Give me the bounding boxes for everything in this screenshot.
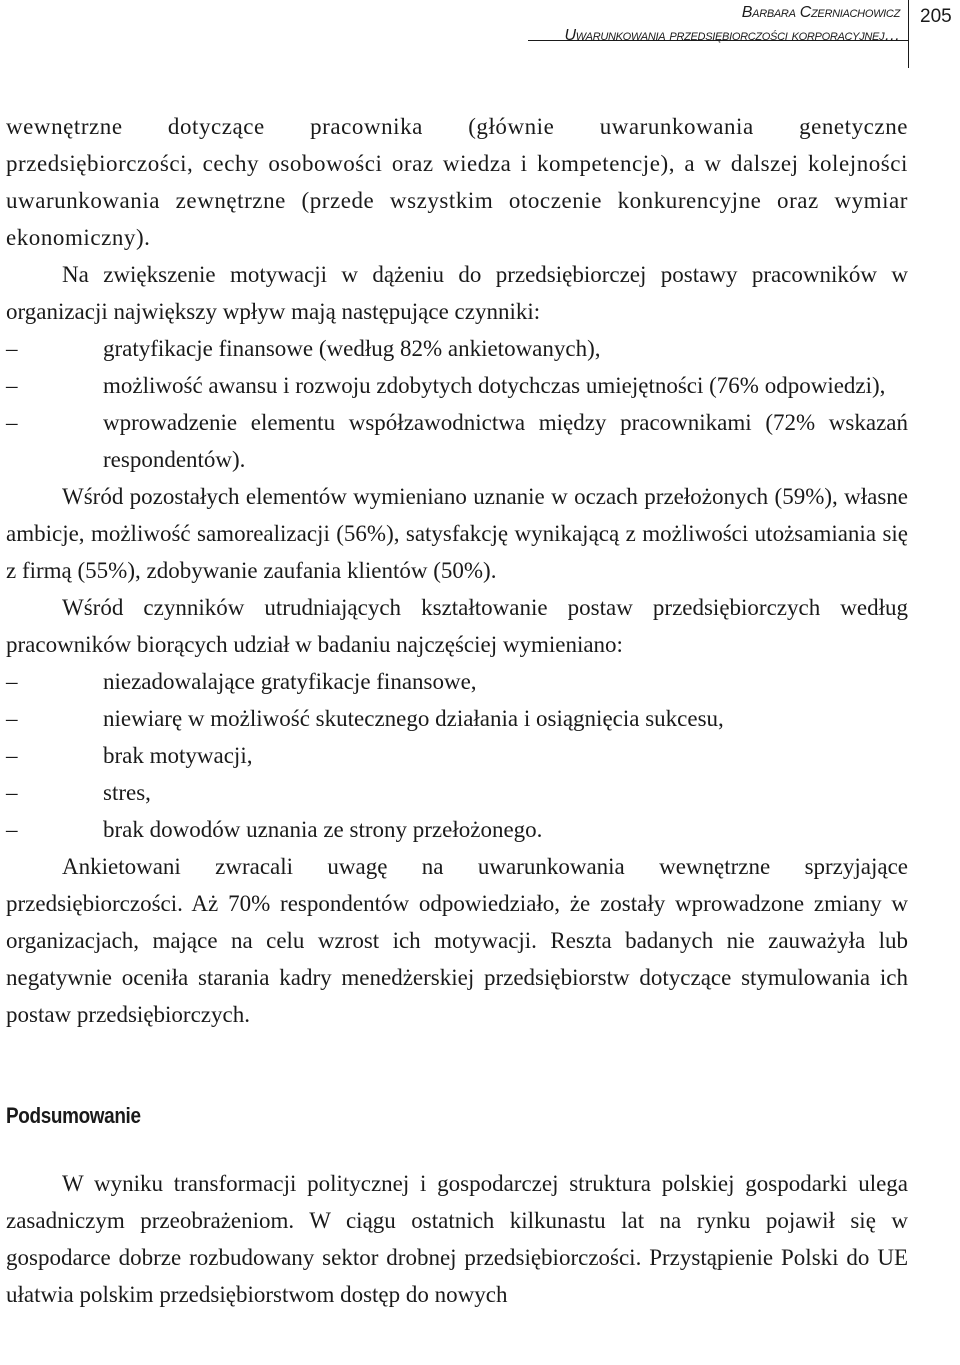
dash-marker: – [6,817,18,842]
page-number: 205 [920,6,952,27]
list-item [6,737,908,774]
dash-marker: – [6,336,18,361]
paragraph-summary: W wyniku transformacji politycznej i gospodarczej struktura polskiej gospodarki ulega zasadniczym przeobrażeniom. W ciągu ostatnich kilkunastu lat na rynku pojawił się w gospodarce dobrze rozbudowany sektor drobnej przedsiębiorczości. Przystąpienie Polski do UE ułatwia polskim przedsiębiorstwom dostęp do nowych [6,1171,908,1307]
list-item-text: niezadowalające gratyfikacje finansowe, [103,669,477,694]
motivation-factors-list [6,330,908,478]
list-item-text: stres, [103,780,151,805]
dash-marker: – [6,743,18,768]
paragraph-obstacles: Wśród czynników utrudniających kształtowanie postaw przedsiębiorczych według pracowników biorących udział w badaniu najczęściej wymieniano: [6,595,908,657]
list-item-text: wprowadzenie elementu współzawodnictwa między pracownikami (72% wskazań respondentów). [103,410,908,472]
header-rule [528,40,908,41]
list-item-text: brak dowodów uznania ze strony przełożonego. [103,817,543,842]
list-item [6,330,908,367]
list-item-text: brak motywacji, [103,743,253,768]
dash-marker: – [6,669,18,694]
list-item [6,700,908,737]
header-title: Uwarunkowania przedsiębiorczości korporacyjnej… [564,27,900,44]
list-item-text: niewiarę w możliwość skutecznego działania i osiągnięcia sukcesu, [103,706,724,731]
list-item [6,367,908,404]
list-item [6,774,908,811]
list-item [6,663,908,700]
paragraph-other-elements: Wśród pozostałych elementów wymieniano uznanie w oczach przełożonych (59%), własne ambicje, możliwość samorealizacji (56%), satysfakcję wynikającą z możliwości utożsamiania się z firmą (55%), zdobywanie zaufania klientów (50%). [6,484,908,583]
running-header [0,0,960,68]
list-item-text: możliwość awansu i rozwoju zdobytych dotychczas umiejętności (76% odpowiedzi), [103,373,886,398]
list-item [6,404,908,478]
list-item-text: gratyfikacje finansowe (według 82% ankietowanych), [103,336,601,361]
dash-marker: – [6,780,18,805]
list-item [6,811,908,848]
paragraph-motivation: Na zwiększenie motywacji w dążeniu do przedsiębiorczej postawy pracowników w organizacji największy wpływ mają następujące czynniki: [6,262,908,324]
page-body [6,108,908,1313]
paragraph-intro: wewnętrzne dotyczące pracownika (głównie uwarunkowania genetyczne przedsiębiorczości, cechy osobowości oraz wiedza i kompetencje), a w dalszej kolejności uwarunkowania zewnętrzne (przede wszystkim otoczenie konkurencyjne oraz wymiar ekonomiczny). [6,114,908,250]
paragraph-respondents: Ankietowani zwracali uwagę na uwarunkowania wewnętrzne sprzyjające przedsiębiorczości. Aż 70% respondentów odpowiedziało, że zostały wprowadzone zmiany w organizacjach, mające na celu wzrost ich motywacji. Reszta badanych nie zauważyła lub negatywnie oceniła starania kadry menedżerskiej przedsiębiorstw dotyczące stymulowania ich postaw przedsiębiorczych. [6,854,908,1027]
header-vertical-rule [908,0,909,68]
dash-marker: – [6,373,18,398]
dash-marker: – [6,706,18,731]
dash-marker: – [6,410,18,435]
section-heading: Podsumowanie [6,1103,141,1128]
obstacles-list [6,663,908,848]
header-author: Barbara Czerniachowicz [741,4,900,21]
